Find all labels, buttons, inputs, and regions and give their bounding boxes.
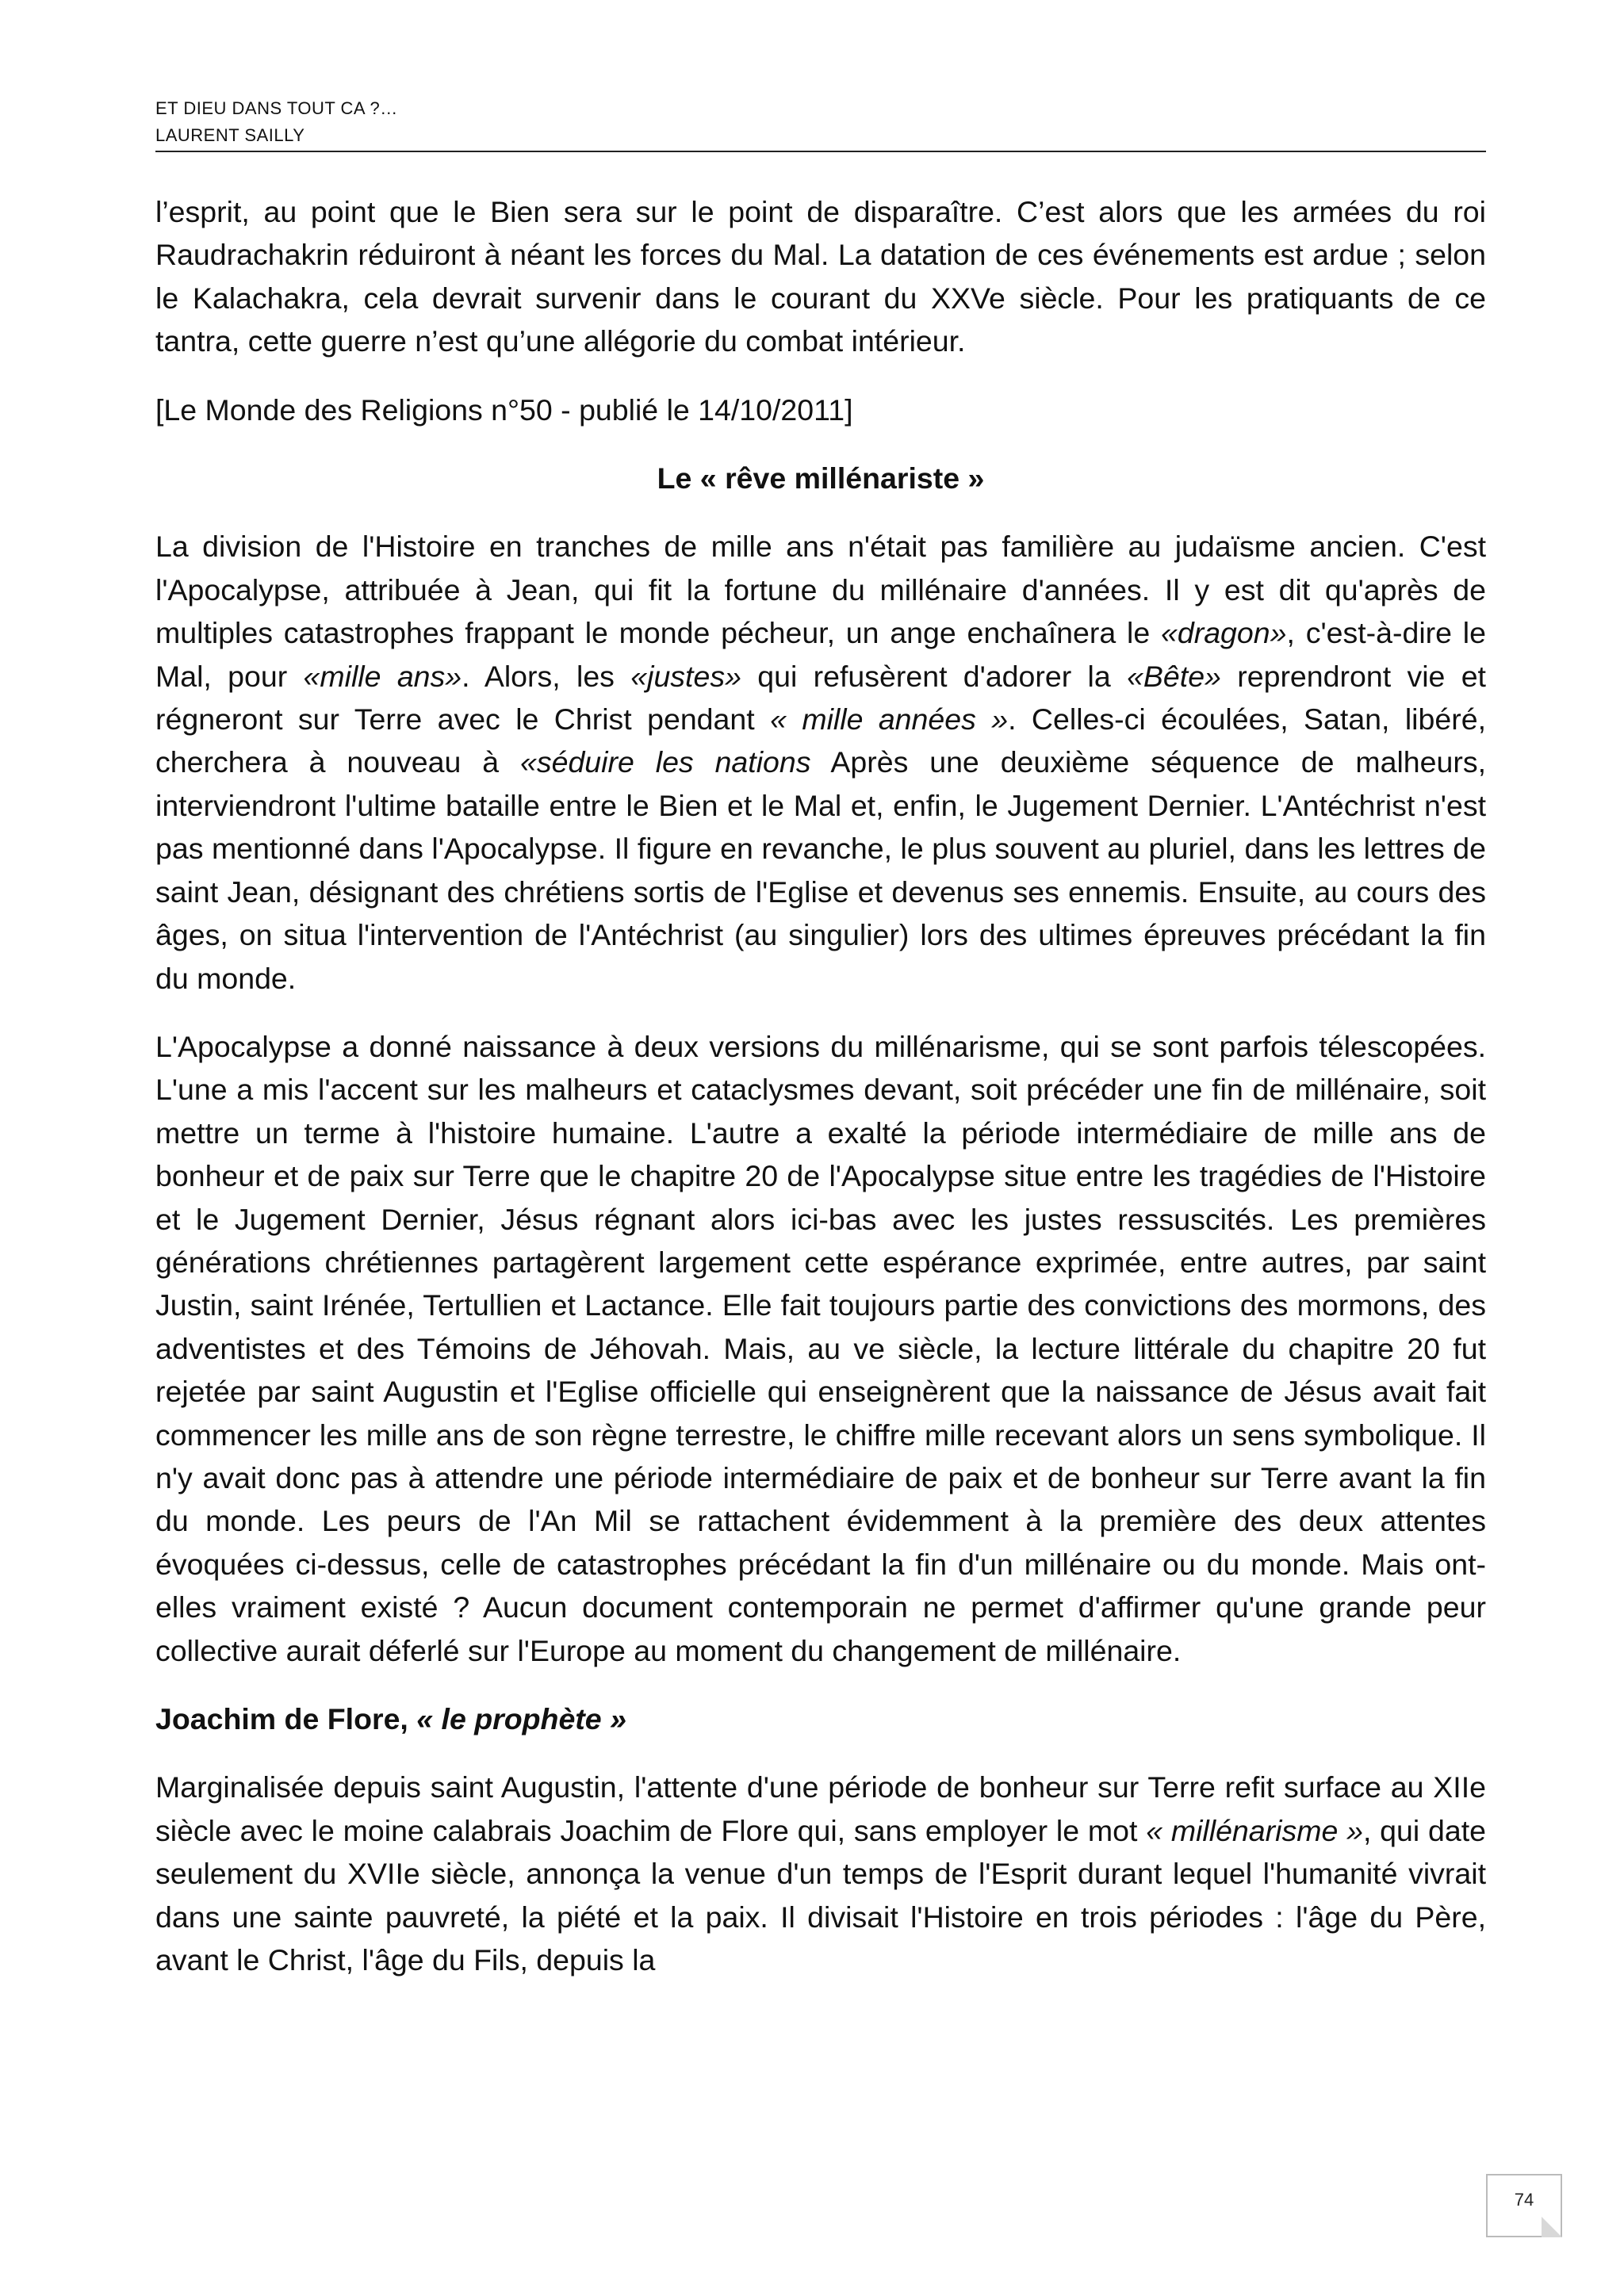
text-run: Marginalisée depuis saint Augustin, l'attente d'une période de bonheur sur Terre refit surface au XIIe siècle avec le moine calabrais Joachim de Flore qui, sans employer le mot [155,1770,1486,1847]
italic-run: «dragon» [1161,616,1287,650]
subheading-italic: « le prophète » [416,1702,626,1735]
italic-run: «justes» [630,659,741,693]
header-author: LAURENT SAILLY [155,125,305,145]
paragraph-joachim [155,1766,1486,1981]
text-run: Après une deuxième séquence de malheurs, interviendront l'ultime bataille entre le Bien et le Mal et, enfin, le Jugement Dernier. L'Antéchrist n'est pas mentionné dans l'Apocalypse. Il figure en revanche, le plus souvent au pluriel, dans les lettres de saint Jean, désignant des chrétiens sortis de l'Eglise et devenus ses ennemis. Ensuite, au cours des âges, on situa l'intervention de l'Antéchrist (au singulier) lors des ultimes épreuves précédant la fin du monde. [155,745,1487,995]
paragraph-apocalypse [155,525,1486,999]
text-run: , c'est-à-dire le Mal, pour [155,616,1486,693]
page-number-box [1486,2174,1562,2237]
italic-run: « mille années » [770,702,1009,737]
text-run: reprendront vie et régneront sur Terre avec le Christ pendant [155,659,1486,737]
paragraph-kalachakra: l’esprit, au point que le Bien sera sur le point de disparaître. C’est alors que les armées du roi Raudrachakrin réduiront à néant les forces du Mal. La datation de ces événements est ardue ; selon le Kalachakra, cela devrait survenir dans le courant du XXVe siècle. Pour les pratiquants de ce tantra, cette guerre n’est qu’une allégorie du combat intérieur. [155,195,1486,358]
running-header [155,95,1486,152]
page-curl-icon [1542,2217,1562,2237]
text-run: , qui date seulement du XVIIe siècle, annonça la venue d'un temps de l'Esprit durant lequel l'humanité vivrait dans une sainte pauvreté, la piété et la paix. Il divisait l'Histoire en trois périodes : l'âge du Père, avant le Christ, l'âge du Fils, depuis la [155,1813,1486,1977]
subheading-name: Joachim de Flore, [155,1702,417,1735]
source-citation: [Le Monde des Religions n°50 - publié le 14/10/2011] [155,392,853,427]
text-run: qui refusèrent d'adorer la [741,659,1128,693]
section-title: Le « rêve millénariste » [657,461,985,496]
italic-run: «Bête» [1127,659,1221,693]
text-run: . Celles-ci écoulées, Satan, libéré, cherchera à nouveau à [155,702,1486,779]
body-text [155,190,1486,1981]
text-run: . Alors, les [462,659,631,693]
text-run: La division de l'Histoire en tranches de mille ans n'était pas familière au judaïsme ancien. C'est l'Apocalypse, attribuée à Jean, qui fit la fortune du millénaire d'années. Il y est dit qu'après de multiples catastrophes frappant le monde pécheur, un ange enchaînera le [155,530,1486,650]
italic-run: « millénarisme » [1146,1813,1363,1847]
italic-run: «séduire les nations [519,745,811,779]
subheading-joachim [155,1697,1486,1740]
page-number: 74 [1514,2190,1534,2210]
header-book-title: ET DIEU DANS TOUT CA ?… [155,98,398,118]
italic-run: «mille ans» [303,659,462,693]
paragraph-millenarisme: L'Apocalypse a donné naissance à deux versions du millénarisme, qui se sont parfois télescopées. L'une a mis l'accent sur les malheurs et cataclysmes devant, soit précéder une fin de millénaire, soit mettre un terme à l'histoire humaine. L'autre a exalté la période intermédiaire de mille ans de bonheur et de paix sur Terre que le chapitre 20 de l'Apocalypse situe entre les tragédies de l'Histoire et le Jugement Dernier, Jésus régnant alors ici-bas avec les justes ressuscités. Les premières générations chrétiennes partagèrent largement cette espérance exprimée, entre autres, par saint Justin, saint Irénée, Tertullien et Lactance. Elle fait toujours partie des convictions des mormons, des adventistes et des Témoins de Jéhovah. Mais, au ve siècle, la lecture littérale du chapitre 20 fut rejetée par saint Augustin et l'Eglise officielle qui enseignèrent que la naissance de Jésus avait fait commencer les mille ans de son règne terrestre, le chiffre mille recevant alors un sens symbolique. Il n'y avait donc pas à attendre une période intermédiaire de paix et de bonheur sur Terre avant la fin du monde. Les peurs de l'An Mil se rattachent évidemment à la première des deux attentes évoquées ci-dessus, celle de catastrophes précédant la fin d'un millénaire ou du monde. Mais ont-elles vraiment existé ? Aucun document contemporain ne permet d'affirmer qu'une grande peur collective aurait déferlé sur l'Europe au moment du changement de millénaire. [155,1029,1486,1667]
